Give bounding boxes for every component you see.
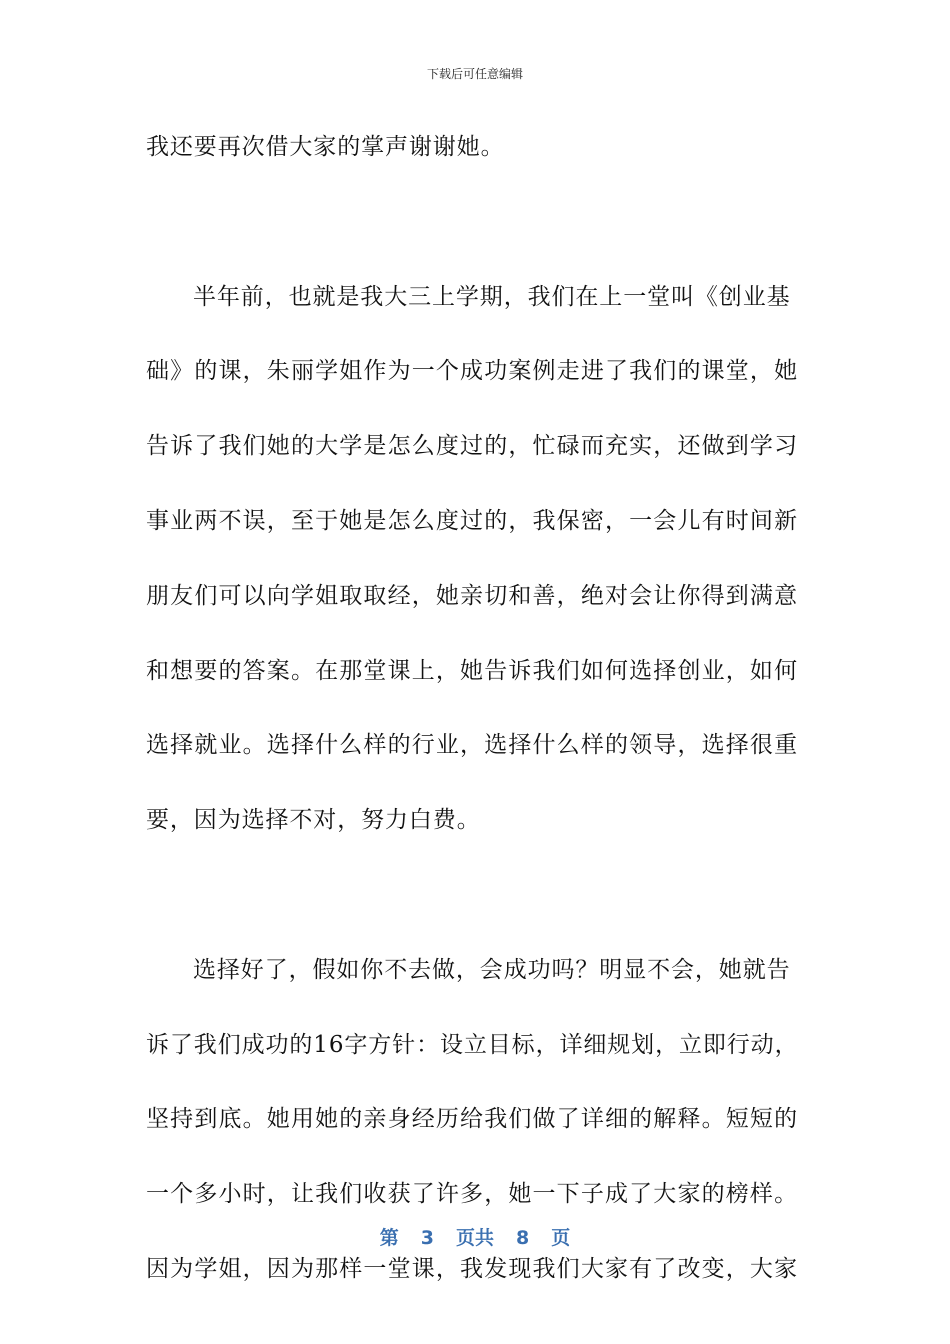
text-line: 因为学姐，因为那样一堂课，我发现我们大家有了改变，大家 bbox=[146, 1255, 798, 1282]
document-body bbox=[146, 110, 798, 1307]
total-page-number: 8 bbox=[516, 1227, 530, 1249]
text-line: 要，因为选择不对，努力白费。 bbox=[146, 807, 481, 834]
text-line: 一个多小时，让我们收获了许多，她一下子成了大家的榜样。 bbox=[146, 1181, 798, 1208]
footer-suffix: 页 bbox=[551, 1227, 571, 1249]
text-line: 朋友们可以向学姐取取经，她亲切和善，绝对会让你得到满意 bbox=[146, 582, 798, 609]
text-line: 选择就业。选择什么样的行业，选择什么样的领导，选择很重 bbox=[146, 732, 798, 759]
text-line: 我还要再次借大家的掌声谢谢她。 bbox=[146, 134, 505, 160]
page-header: 下载后可任意编辑 bbox=[426, 67, 523, 81]
text-line: 础》的课，朱丽学姐作为一个成功案例走进了我们的课堂，她 bbox=[146, 358, 798, 385]
blank-line bbox=[146, 185, 798, 260]
current-page-number: 3 bbox=[420, 1227, 434, 1249]
footer-middle: 页共 bbox=[455, 1227, 494, 1249]
paragraph-start-line: 选择好了，假如你不去做，会成功吗？明显不会，她就告 bbox=[193, 956, 791, 983]
text-line: 诉了我们成功的16字方针：设立目标，详细规划，立即行动， bbox=[146, 1031, 799, 1058]
footer-prefix: 第 bbox=[379, 1227, 399, 1249]
text-line: 事业两不误，至于她是怎么度过的，我保密，一会儿有时间新 bbox=[146, 507, 798, 534]
paragraph-start-line: 半年前，也就是我大三上学期，我们在上一堂叫《创业基 bbox=[193, 283, 791, 310]
text-line: 坚持到底。她用她的亲身经历给我们做了详细的解释。短短的 bbox=[146, 1106, 798, 1133]
text-line: 告诉了我们她的大学是怎么度过的，忙碌而充实，还做到学习 bbox=[146, 433, 798, 460]
text-line: 和想要的答案。在那堂课上，她告诉我们如何选择创业，如何 bbox=[146, 657, 798, 684]
page-footer bbox=[0, 1224, 950, 1252]
blank-line bbox=[146, 858, 798, 933]
